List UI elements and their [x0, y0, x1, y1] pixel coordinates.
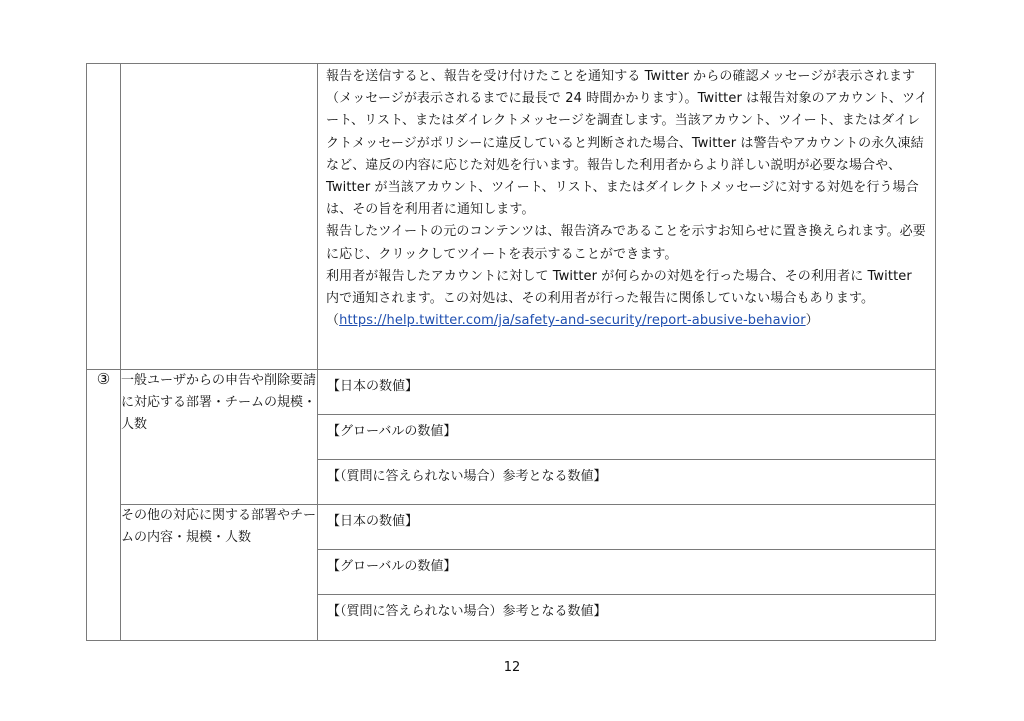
- page-number: 12: [503, 660, 521, 675]
- item1-japan-value: 【日本の数値】: [327, 379, 419, 394]
- item2-label: その他の対応に関する部署やチームの内容・規模・人数: [121, 505, 318, 641]
- section-number: ③: [87, 370, 121, 641]
- paragraph-3: 利用者が報告したアカウントに対して Twitter が何らかの対処を行った場合、その利用者に Twitter 内で通知されます。この対処は、その利用者が行った報告に関係していない場合もあります。: [326, 268, 912, 307]
- item2-values: [318, 505, 936, 641]
- paragraph-1: 報告を送信すると、報告を受け付けたことを通知する Twitter からの確認メッセージが表示されます（メッセージが表示されるまでに最長で 24 時間かかります）。Twitter は報告対象のアカウント、ツイート、リスト、またはダイレクトメッセージを調査します。当該アカウント、ツイート、またはダイレクトメッセージがポリシーに違反していると判断された場合、Twitter は警告やアカウントの永久凍結など、違反の内容に応じた対処を行います。報告した利用者からより詳しい説明が必要な場合や、Twitter が当該アカウント、ツイート、リスト、またはダイレクトメッセージに対する対処を行う場合は、その旨を利用者に通知します。: [326, 69, 928, 218]
- empty-number-cell: [87, 64, 121, 370]
- empty-label-cell: [121, 64, 318, 370]
- item2-reference-value: 【（質問に答えられない場合）参考となる数値】: [327, 604, 607, 619]
- link-close-paren: ）: [805, 313, 819, 329]
- item1-global-value: 【グローバルの数値】: [327, 424, 457, 439]
- description-cell: [318, 64, 936, 370]
- item1-subtable: [318, 370, 935, 504]
- document-table: [86, 63, 936, 641]
- reference-link[interactable]: https://help.twitter.com/ja/safety-and-security/report-abusive-behavior: [339, 313, 806, 329]
- link-open-paren: （: [326, 313, 340, 329]
- item1-label: 一般ユーザからの申告や削除要請に対応する部署・チームの規模・人数: [121, 370, 318, 505]
- item2-japan-value: 【日本の数値】: [327, 514, 419, 529]
- item2-subtable: [318, 505, 935, 639]
- reference-line: [326, 310, 929, 332]
- paragraph-2: 報告したツイートの元のコンテンツは、報告済みであることを示すお知らせに置き換えられます。必要に応じ、クリックしてツイートを表示することができます。: [326, 224, 926, 262]
- item1-values: [318, 370, 936, 505]
- item1-reference-value: 【（質問に答えられない場合）参考となる数値】: [327, 469, 607, 484]
- item2-global-value: 【グローバルの数値】: [327, 559, 457, 574]
